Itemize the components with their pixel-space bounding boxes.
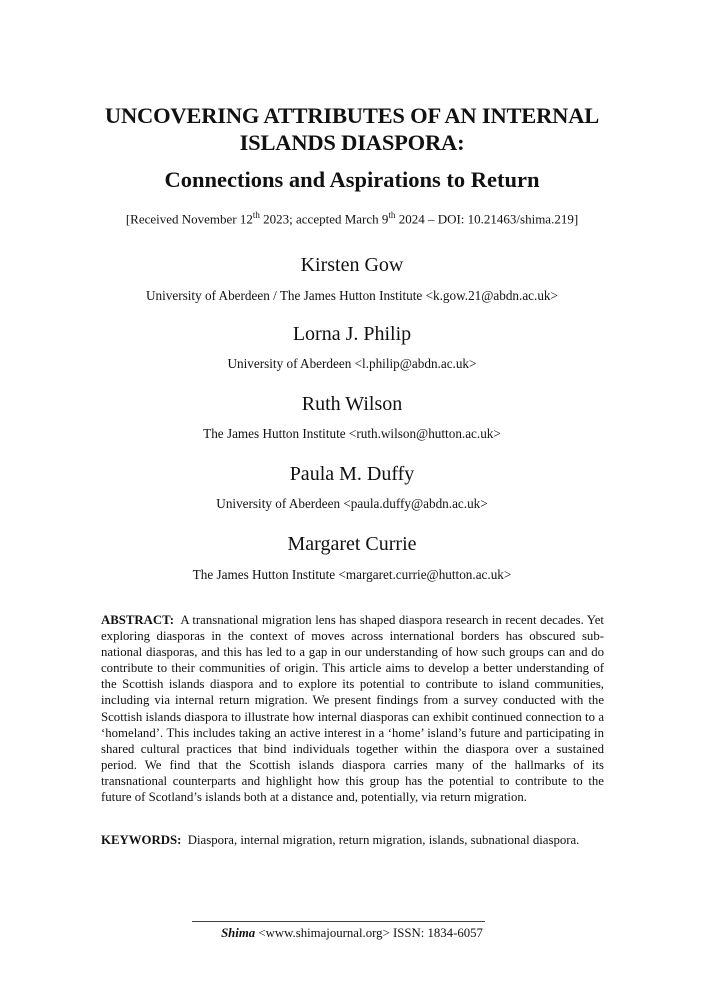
author-affiliation: University of Aberdeen <l.philip@abdn.ac.uk> [227,356,477,371]
received-sup-2: th [388,210,396,220]
author-name: Margaret Currie [287,533,417,555]
title-line-1: UNCOVERING ATTRIBUTES OF AN INTERNAL [104,103,600,128]
paper-subtitle: Connections and Aspirations to Return [164,167,540,192]
abstract [101,612,604,805]
abstract-label: ABSTRACT: [101,613,175,627]
received-sup-1: th [252,210,260,220]
received-middle: 2023; accepted March 9 [259,211,389,227]
footer-divider [192,921,485,922]
footer-journal-name: Shima [221,926,256,940]
received-prefix: [Received November 12 [125,211,253,227]
author-affiliation: University of Aberdeen <paula.duffy@abdn.ac.uk> [216,496,488,511]
page-footer [150,925,554,942]
author-affiliation: The James Hutton Institute <margaret.currie@hutton.ac.uk> [192,567,512,582]
paper-title [60,102,644,156]
abstract-text: A transnational migration lens has shaped diaspora research in recent decades. Yet exploring diasporas in the context of moves across international borders has obscured sub-national diasporas, and this has led to a gap in our understanding of how such groups can and do contribute to their communities of origin. This article aims to develop a better understanding of the Scottish islands diaspora and to explore its potential to contribute to island communities, including via internal return migration. We present findings from a survey conducted with the Scottish islands diaspora to illustrate how internal diasporas can exhibit continued connection to a ‘homeland’. This includes taking an active interest in a ‘home’ island’s future and participating in shared cultural practices that bind individuals together within the diaspora over a sustained period. We find that the Scottish islands diaspora carries many of the hallmarks of its transnational counterparts and highlight how this group has the potential to contribute to the future of Scotland’s islands both at a distance and, potentially, via return migration. [101,613,604,805]
received-line [40,206,664,228]
author-name: Ruth Wilson [301,393,403,415]
keywords-label: KEYWORDS: [101,833,182,847]
author-affiliation: The James Hutton Institute <ruth.wilson@hutton.ac.uk> [203,426,501,441]
keywords-text: Diaspora, internal migration, return migration, islands, subnational diaspora. [187,833,580,847]
author-name: Paula M. Duffy [289,463,415,485]
author-name: Lorna J. Philip [292,323,412,345]
author-name: Kirsten Gow [300,254,404,276]
author-affiliation: University of Aberdeen / The James Hutton Institute <k.gow.21@abdn.ac.uk> [146,288,558,303]
footer-info: <www.shimajournal.org> ISSN: 1834-6057 [255,926,483,940]
keywords [101,832,621,848]
received-suffix: 2024 – DOI: 10.21463/shima.219] [395,211,579,227]
title-line-2: ISLANDS DIASPORA: [239,130,465,155]
